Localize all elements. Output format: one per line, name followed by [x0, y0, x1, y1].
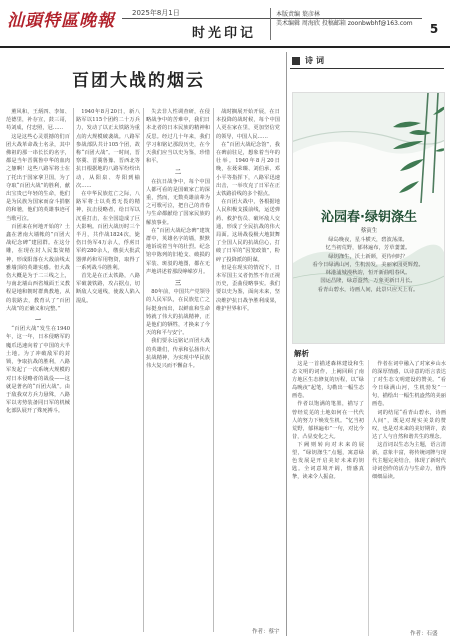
right-column-divider — [286, 52, 287, 636]
article-paragraph: 百团来在何地开始的？土鑫在著南大墙帐的”百团大战纪念碑“建园群。在这分雕，在现在封人民集资精神，形成阳落在大敌前线太雅墙顶的英雄实感。但大战伤大概是为于二三线之上，与南北墙山西省城面王义教程是地和朝时群典教地，从的装路去，教育认了”百团大战”的正确义和完整。” — [6, 223, 70, 312]
analysis-paragraph: 下阙则转向对未来的展望，“绿钥涤生”点题，寓意绿色发展是开启美好未来的钥匙。全词意境开阔，情感真挚，读来令人振奋。 — [292, 441, 364, 481]
analysis-column-2 — [372, 360, 446, 636]
article-author: 作者：蔡宇 — [252, 629, 280, 635]
analysis-paragraph: 词的结尾“看青山碧水，诗画人间”，既是对现实美景的赞叹，也是对未来的美好期许，表达了人与自然和谐共生的理念。 — [372, 409, 446, 440]
article-paragraph: 失去非人性调查研，在侵略战争中的苦难中，我们日本北者的日本民族的精神和反思。经过几十年来，我们学习和铭记那段历史，在今天我们应当以史为鉴，珍惜和平。 — [146, 109, 210, 165]
poem-line: 国运昌隆，绿意盎然，万象更新日月长。 — [320, 278, 416, 285]
analysis-paragraph: 这首词以生态为主题，语言清新，意象丰富，将传统词牌与现代主题完美结合，体现了新时代诗词创作的活力与生命力，值得细细品读。 — [372, 441, 446, 481]
section-number: 二 — [174, 169, 181, 177]
poem-line: 忆当初荒野，郁林遍布，芳草萋萋。 — [325, 245, 411, 252]
header-rule — [0, 46, 450, 48]
section-number: 一 — [34, 317, 41, 325]
poem-line: 看今日绿满山河，生机勃发，美丽家园更辉煌。 — [312, 261, 424, 268]
analysis-byline: 作者：石盛 — [410, 631, 438, 637]
column-divider — [143, 108, 144, 632]
analysis-column-1 — [292, 360, 364, 636]
article-paragraph: 战时搁展开始开展，在日本投降的战时候，每个中国人更在家在里，更加坚信党的领导，中国人民…… — [216, 109, 280, 140]
article-paragraph: 在“百团大战纪念碑”建筑群中，英雄名字的墙，默默地诉说着当年的壮烈。纪念馆中陈列的旧枪支、破损的军装、斑驳的地图，都在无声地讲述着那段峥嵘岁月。 — [146, 227, 210, 275]
article-column-3 — [146, 108, 210, 632]
page-header — [0, 0, 450, 46]
column-divider — [73, 108, 74, 632]
analysis-paragraph: 这是一首描述森林建设和生态文明的词作，上阙回顾了南方地区生态修复的历程，以“绿岛晚夜”起笔，勾勒出一幅生态画卷。 — [292, 361, 364, 400]
section-title: 时光印记 — [192, 26, 257, 41]
editor-line-2: 美术编辑 周海欣 投稿邮箱 zoonbwbhf@163.com — [276, 20, 413, 27]
analysis-paragraph: 作者在词中融入了对家乡山水的深厚情感，以诗意的语言表达了对生态文明建设的赞美。“看今日绿满山河，生机勃发”一句，描绘出一幅生机盎然的美丽画卷。 — [372, 361, 446, 408]
poetry-section-label: 诗词 — [305, 56, 327, 65]
article-paragraph: 我们要永远铭记百团大战的英雄们，传承和弘扬伟大抗战精神，为实现中华民族伟大复兴而不懈奋斗。 — [146, 338, 210, 370]
editor-line-1: 本版责编 葉彦林 — [276, 11, 320, 18]
analysis-divider — [368, 360, 369, 636]
article-paragraph: “百团大战”发生在1940年，这一年，日本侵略军的魔爪迅速向着了中国的大半土地。为了冲破敌军的封锁，争取抗战的胜利，八路军发起了一次系统大规模的对日本侵略者的战役——这就是著名的“百团大战”。由于敌我双方兵力悬殊，八路军以劣势装备同日军的机械化部队展开了殊死搏斗。 — [6, 326, 70, 415]
article-paragraph: 80年前，中国共产党领导的人民军队，在民族危亡之际挺身而出，以鲜血和生命铸就了伟大的抗战精神，正是他们的牺牲，才换来了今天的和平与安宁。 — [146, 289, 210, 337]
article-paragraph: 在百团大战中，各根据地人民积极支援前线，运送弹药、救护伤员、破坏敌人交通，形成了全民抗战的伟大局面。这场战役极大地鼓舞了全国人民的抗战信心，打破了日军的“囚笼政策”，粉碎了投降派的阴谋。 — [216, 199, 280, 263]
article-paragraph: 1940年8月20日，新八路军以115个团约二十万兵力，发动了以正太铁路为重点的大规模破袭战。八路军参战部队共计105个团，故称“百团大战”。一时间，晋察冀、晋冀鲁豫、晋西北等抗日根据地的八路军纷纷出动，从阳泉、寿阳到榆次…… — [76, 109, 140, 189]
issue-date: 2025年8月1日 — [132, 9, 180, 17]
masthead: 汕頭特區晚報 — [7, 11, 115, 31]
section-number: 三 — [174, 280, 181, 288]
poem-author: 蔡寅生 — [360, 228, 378, 234]
article-column-4 — [216, 108, 280, 632]
column-divider — [213, 108, 214, 632]
article-headline: 百团大战的烟云 — [72, 71, 205, 91]
poetry-section-icon — [292, 57, 300, 65]
article-paragraph: 这是这些心灵震撼的们百团大战革命战士名录，其中佛祖的那一串长长的名字，都是当年晋冀鲁中华的血肉之躯啊！这些八路军将士在了托出于国家拿卫国，为了夺取“百团大战”的胜利，献出宝贵已年轻的生命，他们是为民族为国家而奋斗捐躯的和驰，他们的英雄事迹可当歌可泣。 — [6, 133, 70, 222]
header-separator — [270, 8, 271, 40]
article-paragraph: 在抗日战争中，每个中国人都可看的是国破家亡的深重，然而，无数英雄前辈为之可歌可泣，把自己的青春与生命都献给了国家民族的解放事业。 — [146, 178, 210, 226]
article-column-2 — [76, 108, 140, 632]
article-paragraph: 但是在现实的情况下，日本军国主义者仍然不肯正视历史，歪曲侵略事实。我们要以史为鉴，面向未来，坚决维护抗日战争胜利成果，维护世界和平。 — [216, 264, 280, 312]
poem-line: 看青山碧水，诗画人间，此景只应天上有。 — [317, 286, 419, 293]
poem-title: 沁园春·绿钥涤生 — [321, 210, 417, 225]
poem-line: 绿岛晚夜，星斗横天，碧波荡漾。 — [328, 237, 408, 243]
article-paragraph: 在中华民族危亡之际，八路军将士以英勇无畏的精神，抗击侵略者，给日军以沉重打击，在全国造成了巨大影响。百团大战历时三个半月，共作战1824次，毙伤日伪军4万余人，俘虏日军约280余人，缴获大批武器弹药和军用物资，取得了一系列战斗的胜利。 — [76, 191, 140, 271]
article-paragraph: 薰风和，王炳四、李如、范德里，补存宣，鼓三哥，苟刘成，付忠照，冠…… — [6, 109, 70, 132]
editor-credits — [276, 10, 413, 28]
poem-line: 林港浦城漫秋韵，恒开新曲唱春风。 — [325, 270, 411, 277]
analysis-heading: 解析 — [294, 349, 309, 358]
article-column-1 — [6, 108, 70, 632]
page-number: 5 — [429, 22, 439, 36]
poetry-rule — [290, 68, 444, 69]
poem-line: 绿钥涤生，沃土新颜，更待何时？ — [328, 253, 408, 260]
article-paragraph: 在“百团大战纪念馆”，我在碑前驻足，想象着当年的壮举。1940年8月20日晚，在聂荣臻、刘伯承、邓小平等指挥下，八路军迅速出击，一举攻克了日军在正太铁路沿线的多个据点。 — [216, 141, 280, 198]
article-paragraph: 首先是在正太铁路，八路军破袭铁路，攻占据点，切断敌人交通线，使敌人陷入混乱。 — [76, 273, 140, 304]
poem-body — [300, 236, 436, 294]
analysis-paragraph: 作者以饱满的笔墨，描写了曾经荒芜的土地如何在一代代人的努力下焕发生机。“忆当初荒野，郁林遍布”一句，对比今昔，凸显变化之大。 — [292, 401, 364, 440]
